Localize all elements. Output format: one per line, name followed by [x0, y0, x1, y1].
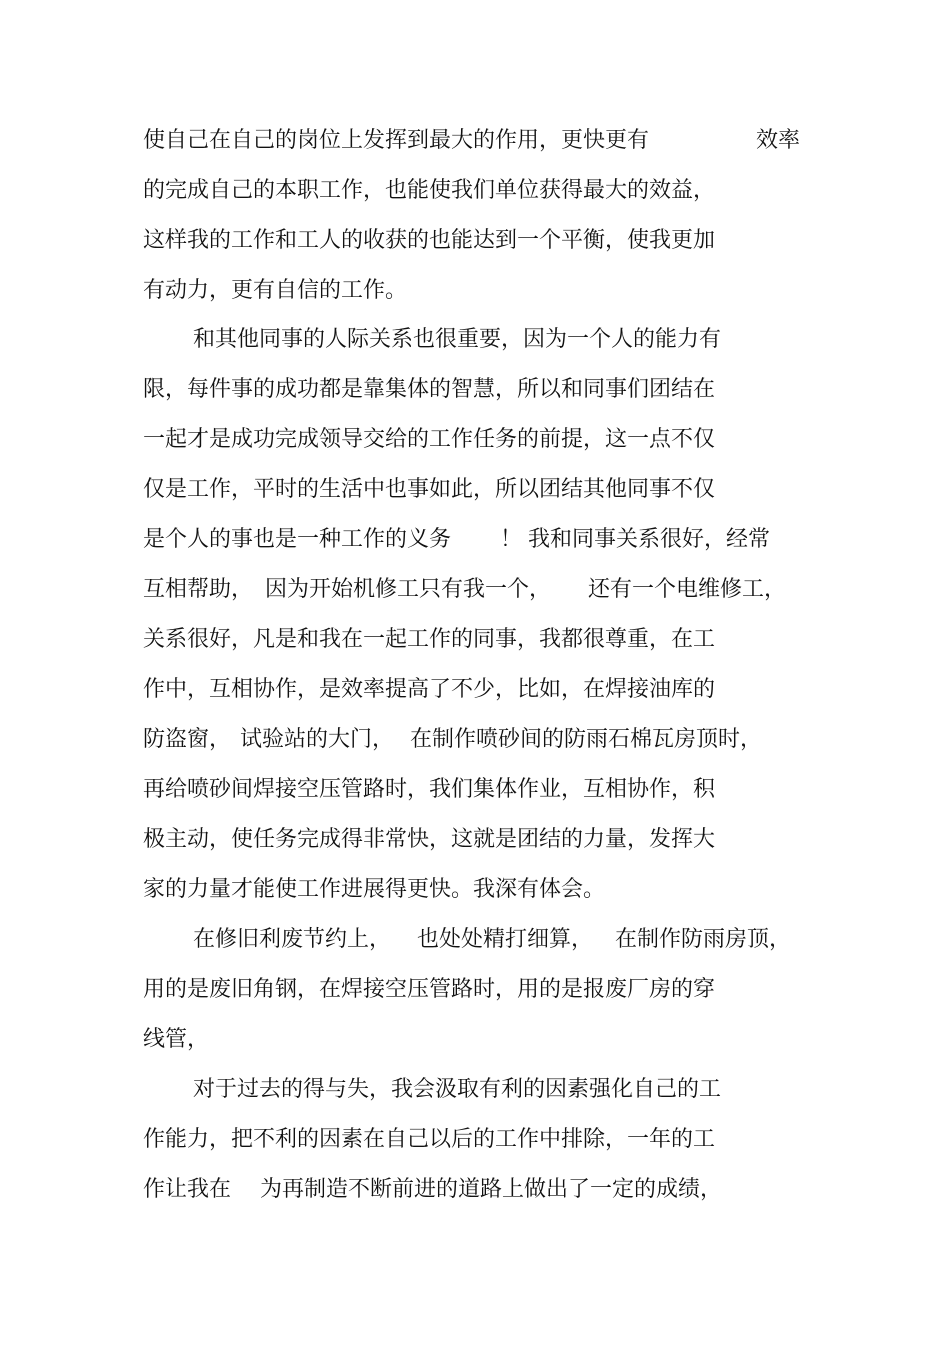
text-segment: 仅是工作，平时的生活中也事如此，所以团结其他同事不仅 [143, 477, 716, 502]
text-segment: 在制作防雨房顶， [615, 927, 792, 952]
text-segment: 互相帮助， [143, 577, 254, 602]
text-segment: 家的力量才能使工作进展得更快。我深有体会。 [143, 877, 606, 902]
text-segment: 限，每件事的成功都是靠集体的智慧，所以和同事们团结在 [143, 377, 716, 402]
text-segment: 效率 [756, 128, 801, 153]
text-segment: 作能力，把不利的因素在自己以后的工作中排除，一年的工 [143, 1127, 716, 1152]
text-segment: 也处处精打细算， [417, 927, 594, 952]
text-segment: 用的是废旧角钢，在焊接空压管路时，用的是报废厂房的穿 [143, 977, 716, 1002]
text-segment: 的完成自己的本职工作，也能使我们单位获得最大的效益， [143, 178, 716, 203]
text-segment: 有动力，更有自信的工作。 [143, 278, 408, 303]
text-segment: ！ [500, 527, 523, 552]
text-segment: 一起才是成功完成领导交给的工作任务的前提，这一点不仅 [143, 427, 716, 452]
text-segment: 在修旧利废节约上， [193, 927, 392, 952]
text-segment: 是个人的事也是一种工作的义务 [143, 527, 452, 552]
text-segment: 这样我的工作和工人的收获的也能达到一个平衡，使我更加 [143, 228, 716, 253]
text-segment: 极主动，使任务完成得非常快，这就是团结的力量，发挥大 [143, 827, 716, 852]
text-segment: 关系很好，凡是和我在一起工作的同事，我都很尊重，在工 [143, 627, 716, 652]
text-segment: 还有一个电维修工， [588, 577, 787, 602]
text-segment: 作中，互相协作，是效率提高了不少，比如，在焊接油库的 [143, 677, 716, 702]
text-segment: 和其他同事的人际关系也很重要，因为一个人的能力有 [193, 327, 722, 352]
text-segment: 使自己在自己的岗位上发挥到最大的作用，更快更有 [143, 128, 650, 153]
text-segment: 线管， [143, 1027, 210, 1052]
text-segment: 防盗窗， [143, 727, 232, 752]
text-segment: 对于过去的得与失，我会汲取有利的因素强化自己的工 [193, 1077, 722, 1102]
text-segment: 为再制造不断前进的道路上做出了一定的成绩， [260, 1177, 723, 1202]
text-segment: 在制作喷砂间的防雨石棉瓦房顶时， [410, 727, 763, 752]
text-segment: 作让我在 [143, 1177, 232, 1202]
text-segment: 因为开始机修工只有我一个， [265, 577, 552, 602]
text-segment: 再给喷砂间焊接空压管路时，我们集体作业，互相协作，积 [143, 777, 716, 802]
text-segment: 我和同事关系很好，经常 [528, 527, 771, 552]
text-segment: 试验站的大门， [240, 727, 395, 752]
